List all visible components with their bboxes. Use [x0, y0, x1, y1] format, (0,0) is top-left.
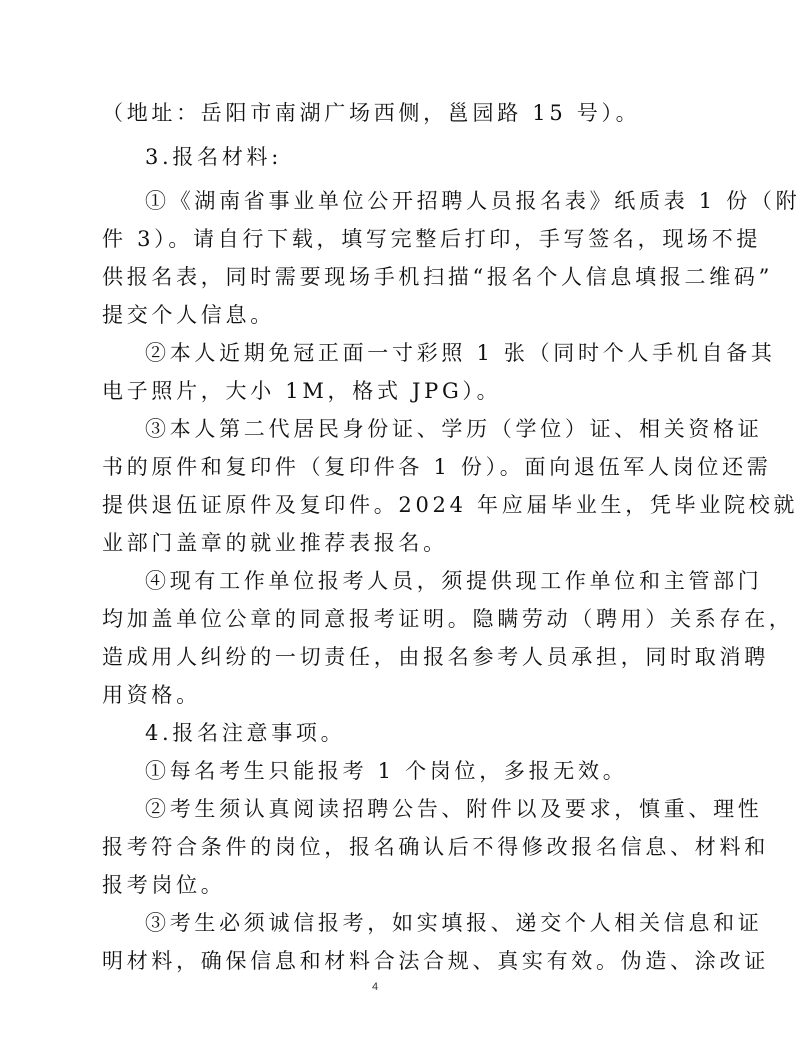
text-line: ①每名考生只能报考 1 个岗位，多报无效。 [145, 759, 628, 783]
text-line: ④现有工作单位报考人员，须提供现工作单位和主管部门 [145, 569, 763, 593]
text-line: 报考符合条件的岗位，报名确认后不得修改报名信息、材料和 [102, 835, 769, 859]
section-heading-notes: 4.报名注意事项。 [145, 721, 346, 745]
text-line: 造成用人纠纷的一切责任，由报名参考人员承担，同时取消聘 [102, 645, 769, 669]
text-line: ②本人近期免冠正面一寸彩照 1 张（同时个人手机自备其 [145, 341, 776, 365]
text-line: 供报名表，同时需要现场手机扫描“报名个人信息填报二维码” [102, 265, 774, 289]
text-line: 提交个人信息。 [102, 303, 275, 327]
text-line: 业部门盖章的就业推荐表报名。 [102, 531, 448, 555]
text-line: ③考生必须诚信报考，如实填报、递交个人相关信息和证 [145, 911, 763, 935]
text-line: ②考生须认真阅读招聘公告、附件以及要求，慎重、理性 [145, 797, 763, 821]
text-line-address: （地址：岳阳市南湖广场西侧，邕园路 15 号）。 [102, 101, 641, 125]
text-line: 书的原件和复印件（复印件各 1 份）。面向退伍军人岗位还需 [102, 455, 772, 479]
text-line: ①《湖南省事业单位公开招聘人员报名表》纸质表 1 份（附 [145, 189, 800, 213]
text-line: 明材料，确保信息和材料合法合规、真实有效。伪造、涂改证 [102, 949, 769, 973]
text-line: 报考岗位。 [102, 873, 226, 897]
page-number: 4 [371, 981, 379, 993]
text-line: 提供退伍证原件及复印件。2024 年应届毕业生，凭毕业院校就 [102, 493, 799, 517]
text-line: 用资格。 [102, 683, 201, 707]
text-line: 件 3）。请自行下载，填写完整后打印，手写签名，现场不提 [102, 227, 762, 251]
text-line: ③本人第二代居民身份证、学历（学位）证、相关资格证 [145, 417, 763, 441]
section-heading-materials: 3.报名材料: [145, 145, 283, 169]
text-line: 电子照片，大小 1M，格式 JPG）。 [102, 379, 502, 403]
text-line: 均加盖单位公章的同意报考证明。隐瞒劳动（聘用）关系存在， [102, 607, 794, 631]
